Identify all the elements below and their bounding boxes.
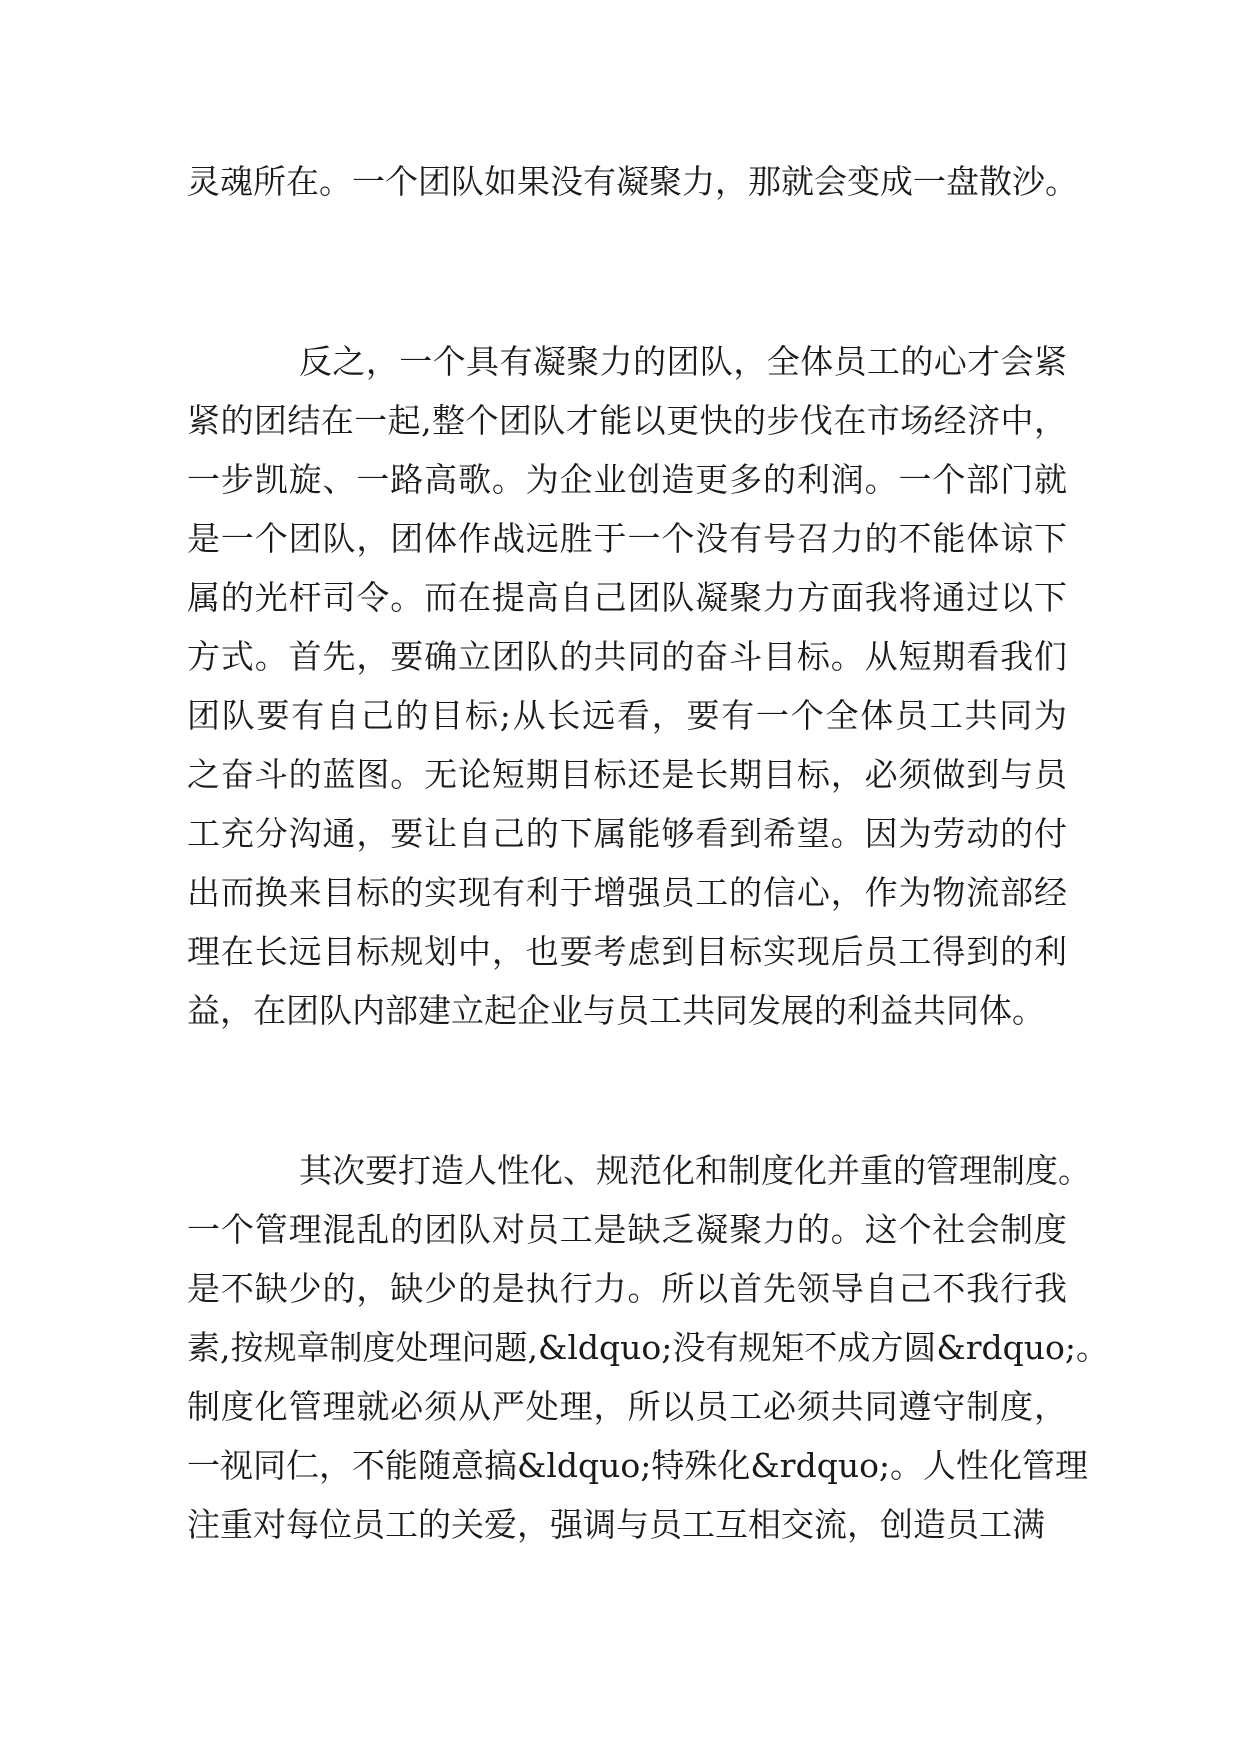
paragraph-3 [187,1141,1110,1554]
paragraph-line: 灵魂所在。一个团队如果没有凝聚力，那就会变成一盘散沙。 [187,162,1078,201]
paragraph-line: 出而换来目标的实现有利于增强员工的信心，作为物流部经 [187,873,1067,912]
paragraph-line: 紧的团结在一起,整个团队才能以更快的步伐在市场经济中， [187,401,1067,440]
paragraph-line: 方式。首先，要确立团队的共同的奋斗目标。从短期看我们 [187,637,1067,676]
paragraph-line: 一步凯旋、一路高歌。为企业创造更多的利润。一个部门就 [187,460,1067,499]
paragraph-line: 一视同仁，不能随意搞&ldquo;特殊化&rdquo;。人性化管理 [187,1446,1089,1485]
paragraph-line: 属的光杆司令。而在提高自己团队凝聚力方面我将通过以下 [187,578,1067,617]
paragraph-line: 益，在团队内部建立起企业与员工共同发展的利益共同体。 [187,991,1045,1030]
paragraph-line: 其次要打造人性化、规范化和制度化并重的管理制度。 [299,1151,1091,1190]
paragraph-1 [187,152,1078,211]
paragraph-line: 是不缺少的，缺少的是执行力。所以首先领导自己不我行我 [187,1269,1067,1308]
paragraph-line: 团队要有自己的目标;从长远看，要有一个全体员工共同为 [187,696,1067,735]
paragraph-line: 素,按规章制度处理问题,&ldquo;没有规矩不成方圆&rdquo;。 [187,1328,1110,1367]
paragraph-line: 理在长远目标规划中，也要考虑到目标实现后员工得到的利 [187,932,1067,971]
paragraph-line: 反之，一个具有凝聚力的团队，全体员工的心才会紧 [299,342,1067,381]
paragraph-line: 是一个团队，团体作战远胜于一个没有号召力的不能体谅下 [187,519,1067,558]
paragraph-line: 一个管理混乱的团队对员工是缺乏凝聚力的。这个社会制度 [187,1210,1067,1249]
paragraph-line: 制度化管理就必须从严处理，所以员工必须共同遵守制度， [187,1387,1067,1426]
paragraph-line: 之奋斗的蓝图。无论短期目标还是长期目标，必须做到与员 [187,755,1067,794]
paragraph-line: 注重对每位员工的关爱，强调与员工互相交流，创造员工满 [187,1505,1045,1544]
paragraph-line: 工充分沟通，要让自己的下属能够看到希望。因为劳动的付 [187,814,1067,853]
paragraph-2 [187,332,1067,1040]
